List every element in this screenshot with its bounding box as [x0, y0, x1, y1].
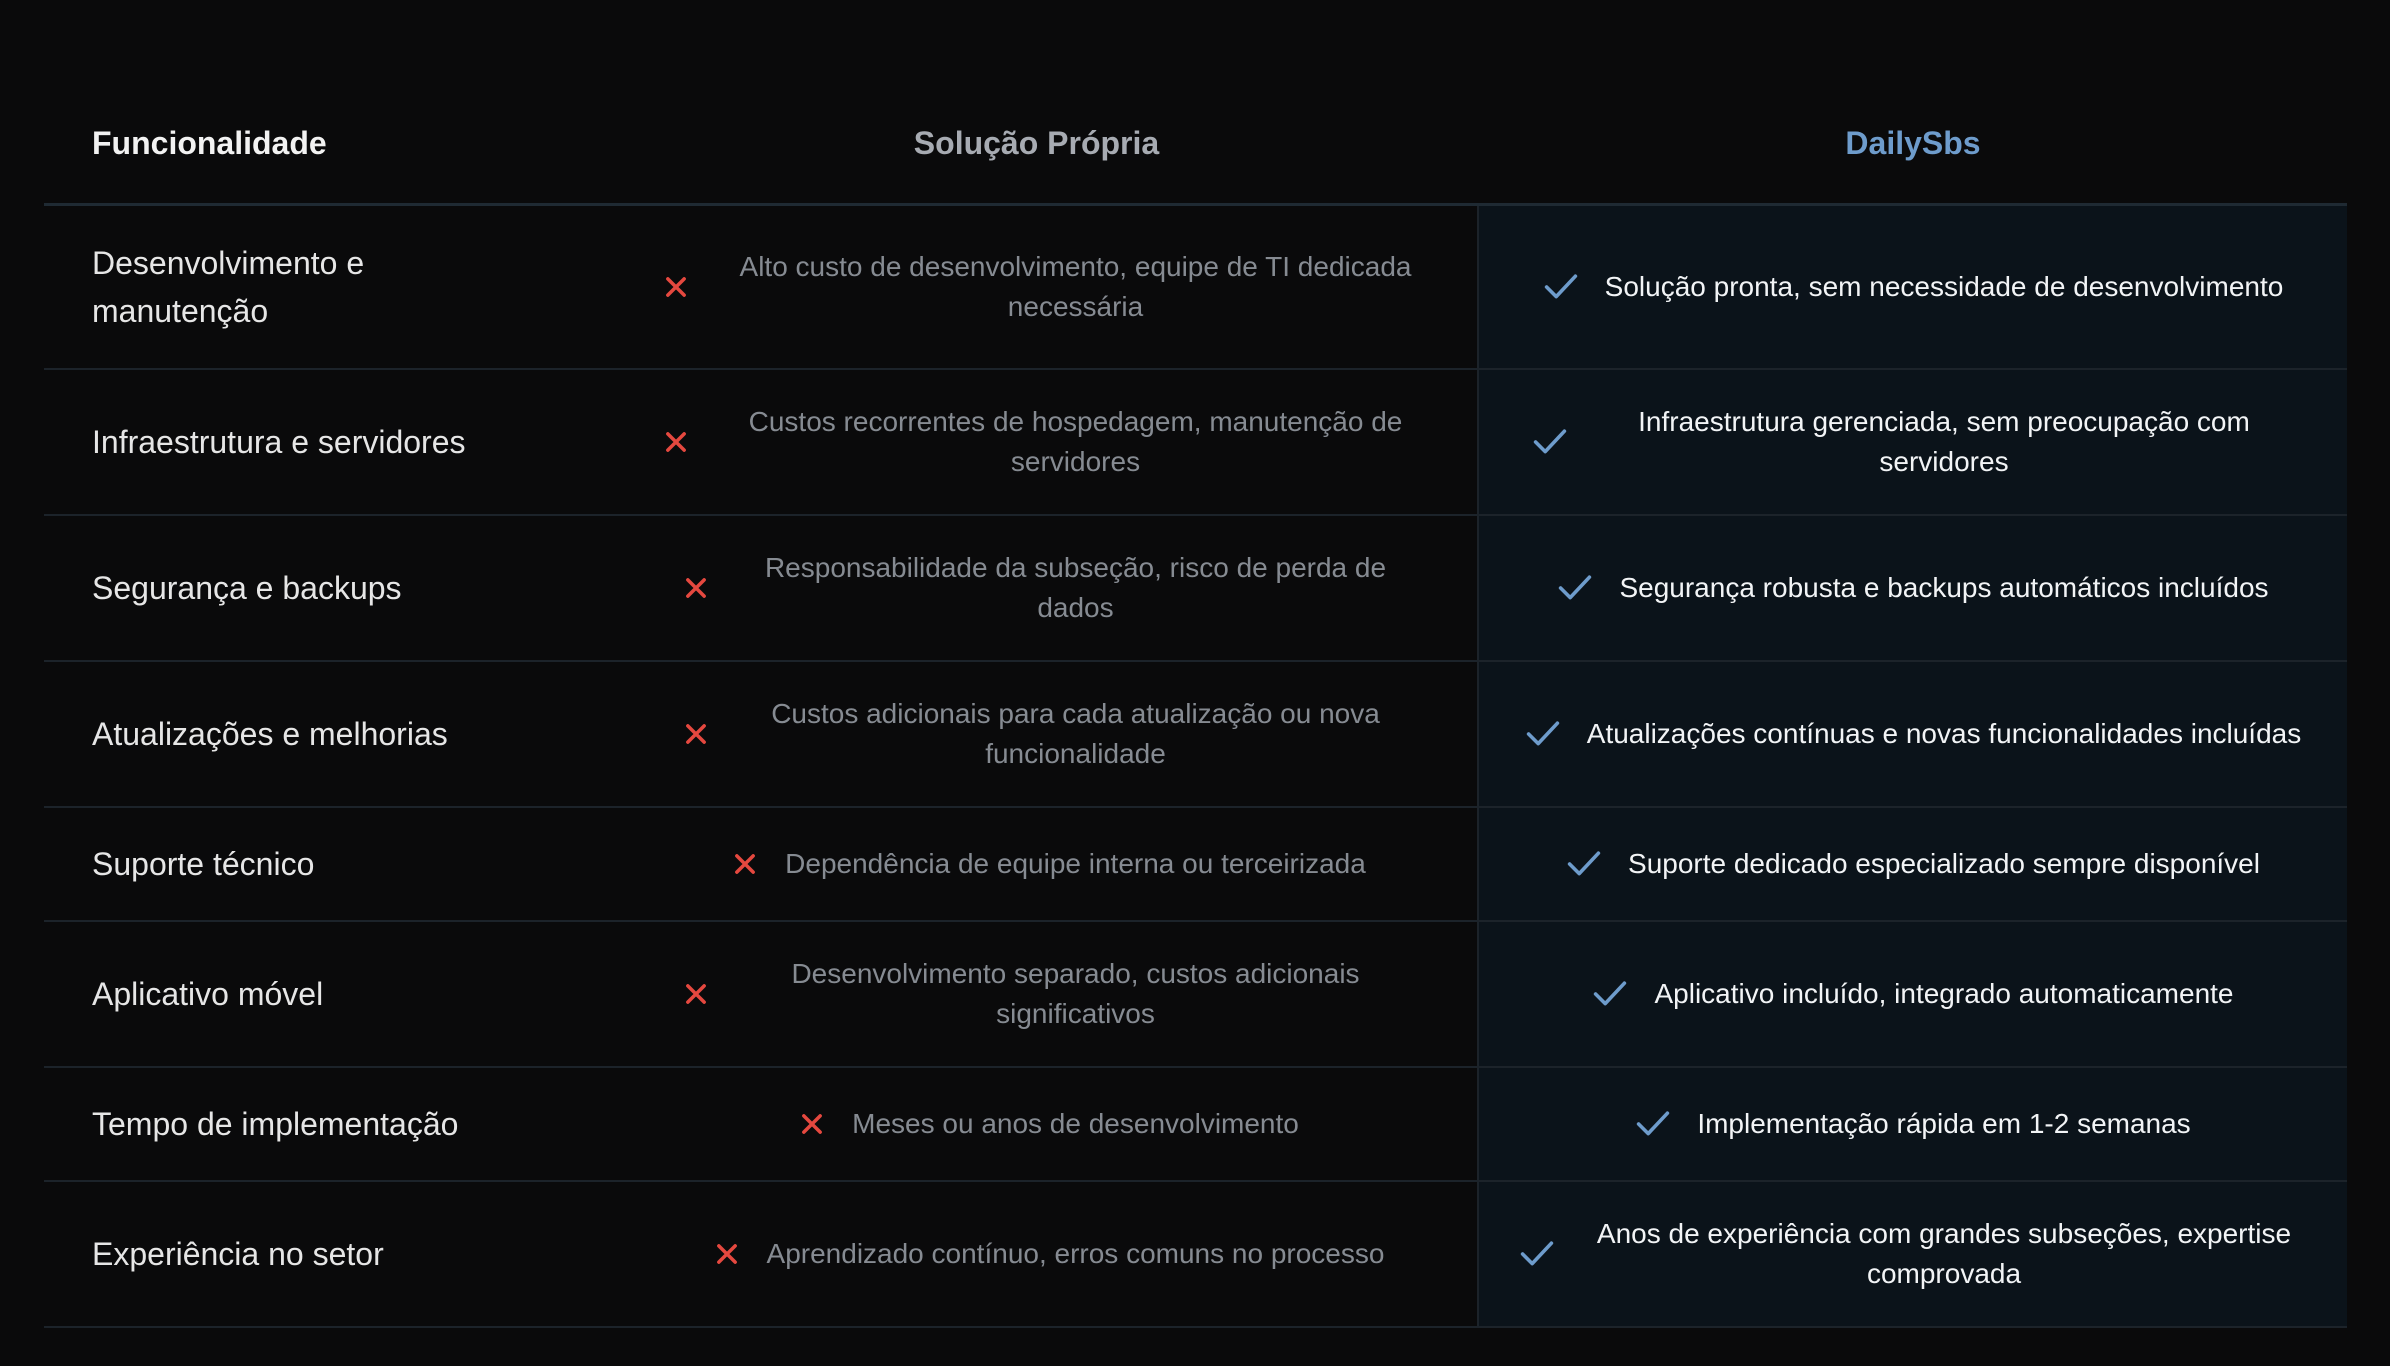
check-icon — [1532, 427, 1568, 457]
header-dailysbs: DailySbs — [1845, 125, 1981, 161]
comparison-table — [44, 84, 2347, 1328]
daily-cell — [1479, 370, 2347, 514]
x-icon — [662, 273, 690, 301]
own-description: Desenvolvimento separado, custos adicionais significativos — [791, 958, 1360, 1029]
feature-name: Experiência no setor — [92, 1236, 384, 1272]
own-description: Alto custo de desenvolvimento, equipe de TI dedicada necessária — [739, 251, 1412, 322]
feature-name: Aplicativo móvel — [92, 976, 324, 1012]
daily-cell — [1479, 922, 2347, 1066]
header-feature: Funcionalidade — [92, 125, 327, 161]
daily-description: Infraestrutura gerenciada, sem preocupação com servidores — [1638, 406, 2250, 477]
own-description: Responsabilidade da subseção, risco de perda de dados — [764, 552, 1387, 623]
x-icon — [798, 1110, 826, 1138]
daily-description: Solução pronta, sem necessidade de desenvolvimento — [1604, 271, 2284, 302]
own-cell — [594, 808, 1479, 920]
check-icon — [1566, 849, 1602, 879]
own-description: Dependência de equipe interna ou terceirizada — [785, 848, 1366, 879]
check-icon — [1543, 272, 1579, 302]
own-cell — [594, 1068, 1479, 1180]
x-icon — [662, 428, 690, 456]
x-icon — [682, 720, 710, 748]
x-icon — [713, 1240, 741, 1268]
daily-description: Implementação rápida em 1-2 semanas — [1697, 1108, 2191, 1139]
check-icon — [1592, 979, 1628, 1009]
daily-description: Suporte dedicado especializado sempre disponível — [1628, 848, 2260, 879]
feature-name: Atualizações e melhorias — [92, 716, 448, 752]
table-row — [44, 370, 2347, 516]
daily-description: Segurança robusta e backups automáticos incluídos — [1619, 572, 2269, 603]
daily-description: Anos de experiência com grandes subseções, expertise comprovada — [1596, 1218, 2292, 1289]
check-icon — [1519, 1239, 1555, 1269]
check-icon — [1635, 1109, 1671, 1139]
check-icon — [1525, 719, 1561, 749]
daily-description: Atualizações contínuas e novas funcionalidades incluídas — [1586, 718, 2302, 749]
own-description: Custos recorrentes de hospedagem, manutenção de servidores — [748, 406, 1403, 477]
table-row — [44, 516, 2347, 662]
daily-cell — [1479, 516, 2347, 660]
feature-name: Infraestrutura e servidores — [92, 424, 466, 460]
table-row — [44, 1068, 2347, 1182]
own-cell — [594, 662, 1479, 806]
table-row — [44, 922, 2347, 1068]
feature-name: Suporte técnico — [92, 846, 315, 882]
daily-cell — [1479, 808, 2347, 920]
own-cell — [594, 206, 1479, 368]
own-cell — [594, 922, 1479, 1066]
own-description: Meses ou anos de desenvolvimento — [852, 1108, 1299, 1139]
own-cell — [594, 370, 1479, 514]
own-description: Custos adicionais para cada atualização ou nova funcionalidade — [771, 698, 1380, 769]
daily-cell — [1479, 662, 2347, 806]
x-icon — [682, 980, 710, 1008]
daily-description: Aplicativo incluído, integrado automaticamente — [1654, 978, 2234, 1009]
feature-name: Segurança e backups — [92, 570, 402, 606]
daily-cell — [1479, 1182, 2347, 1326]
table-header — [44, 84, 2347, 206]
table-row — [44, 1182, 2347, 1328]
own-cell — [594, 516, 1479, 660]
feature-name: Tempo de implementação — [92, 1106, 459, 1142]
daily-cell — [1479, 1068, 2347, 1180]
x-icon — [731, 850, 759, 878]
x-icon — [682, 574, 710, 602]
daily-cell — [1479, 206, 2347, 368]
table-row — [44, 206, 2347, 370]
own-description: Aprendizado contínuo, erros comuns no processo — [766, 1238, 1385, 1269]
own-cell — [594, 1182, 1479, 1326]
table-row — [44, 808, 2347, 922]
feature-name: Desenvolvimento e manutenção — [92, 245, 365, 329]
check-icon — [1557, 573, 1593, 603]
header-own-solution: Solução Própria — [913, 125, 1160, 161]
table-row — [44, 662, 2347, 808]
